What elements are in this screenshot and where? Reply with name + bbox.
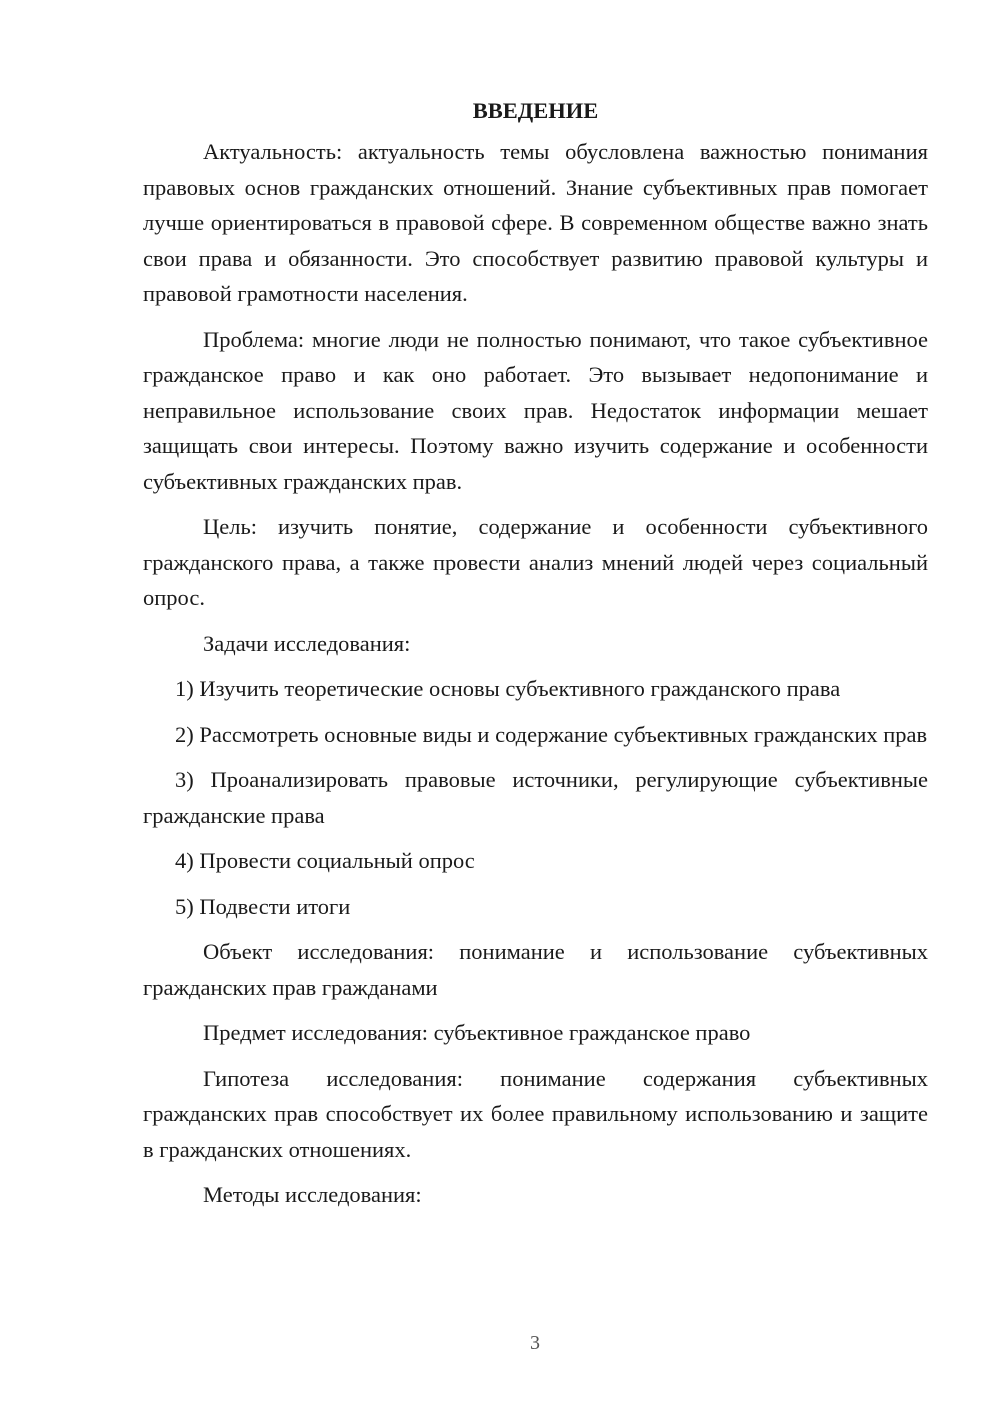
- problem-paragraph: Проблема: многие люди не полностью понимают, что такое субъективное гражданское право и как оно работает. Это вызывает недопонимание и неправильное использование своих прав. Недостаток информации мешает защищать свои интересы. Поэтому важно изучить содержание и особенности субъективных гражданских прав.: [143, 326, 928, 494]
- tasks-heading: Задачи исследования:: [203, 630, 411, 656]
- section-title: ВВЕДЕНИЕ: [472, 98, 599, 123]
- task-item: 4) Провести социальный опрос: [175, 848, 475, 873]
- task-item: 2) Рассмотреть основные виды и содержание субъективных гражданских прав: [175, 721, 928, 747]
- goal-paragraph: Цель: изучить понятие, содержание и особенности субъективного гражданского права, а также провести анализ мнений людей через социальный опрос.: [143, 514, 928, 610]
- subject-paragraph: Предмет исследования: субъективное гражданское право: [203, 1020, 751, 1045]
- task-item: 1) Изучить теоретические основы субъективного гражданского права: [175, 676, 841, 701]
- hypothesis-paragraph: Гипотеза исследования: понимание содержания субъективных гражданских прав способствует их более правильному использованию и защите в гражданских отношениях.: [143, 1065, 928, 1162]
- relevance-paragraph: Актуальность: актуальность темы обусловлена важностью понимания правовых основ гражданских отношений. Знание субъективных прав помогает лучше ориентироваться в правовой сфере. В современном обществе важно знать свои права и обязанности. Это способствует развитию правовой культуры и правовой грамотности населения.: [143, 139, 928, 306]
- task-item: 5) Подвести итоги: [175, 893, 351, 919]
- page-number: 3: [530, 1332, 540, 1354]
- object-paragraph: Объект исследования: понимание и использование субъективных гражданских прав гражданами: [143, 939, 928, 1000]
- document-body: [143, 95, 928, 1223]
- methods-heading: Методы исследования:: [203, 1182, 422, 1207]
- task-item: 3) Проанализировать правовые источники, регулирующие субъективные гражданские права: [143, 767, 928, 828]
